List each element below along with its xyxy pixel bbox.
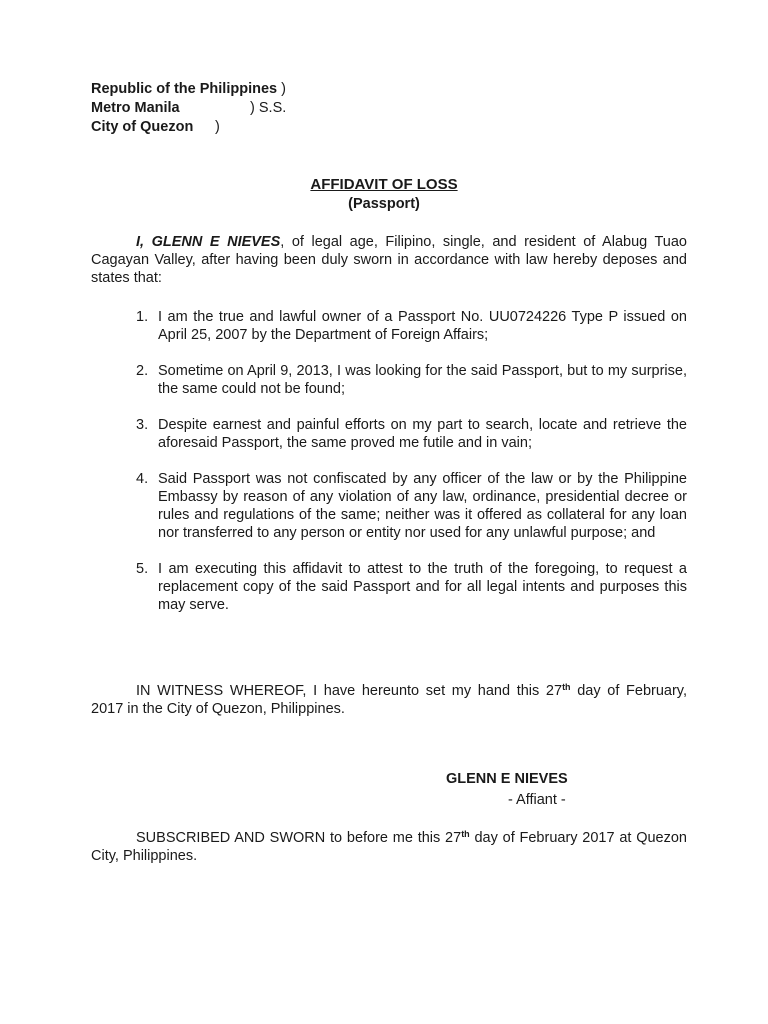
list-item-text: Said Passport was not confiscated by any officer of the law or by the Philippine Embassy by reason of any violation of any law, ordinance, presidential decree or rules and regulations of the same; neither was it offered as collateral for any loan nor transferred to any person or entity nor used for any unlawful purpose; and [158,471,687,541]
witness-text-start: IN WITNESS WHEREOF, I have hereunto set my hand this 27 [136,683,563,699]
list-item-number: 1. [136,309,149,325]
witness-text-end: day of February, 2017 in the City of Quezon, Philippines. [91,683,687,717]
subscribed-text-end: day of February 2017 at Quezon City, Philippines. [91,830,688,864]
witness-paragraph [91,682,687,718]
venue-metro-label: Metro Manila [91,100,180,116]
venue-line-republic [91,80,286,99]
witness-ordinal-suffix: th [562,682,571,692]
list-item-text: Despite earnest and painful efforts on my part to search, locate and retrieve the aforesaid Passport, the same proved me futile and in vain; [158,417,687,451]
subscribed-paragraph [91,829,687,865]
list-item-text: Sometime on April 9, 2013, I was looking for the said Passport, but to my surprise, the same could not be found; [158,363,687,397]
intro-paragraph [91,233,687,287]
venue-line-metro [91,99,286,118]
list-item-text: I am the true and lawful owner of a Passport No. UU0724226 Type P issued on April 25, 2007 by the Department of Foreign Affairs; [158,309,687,343]
list-item [136,362,687,398]
subscribed-text-start: SUBSCRIBED AND SWORN to before me this 27 [136,830,462,846]
subscribed-ordinal-suffix: th [461,829,470,839]
affiant-intro-name: I, GLENN E NIEVES [136,234,281,250]
list-item [136,470,687,542]
affiant-role: - Affiant - [508,792,566,808]
venue-city-label: City of Quezon [91,119,194,135]
list-item-number: 2. [136,363,149,379]
venue-republic-label: Republic of the Philippines [91,81,278,97]
venue-metro-paren: ) S.S. [250,100,287,116]
venue-republic-paren: ) [281,81,286,97]
title-block [0,176,768,213]
list-item [136,560,687,614]
venue-line-city [91,118,286,137]
venue-city-paren: ) [215,119,220,135]
document-title: AFFIDAVIT OF LOSS [310,176,458,193]
statement-list [136,308,687,632]
list-item [136,416,687,452]
affiant-name: GLENN E NIEVES [446,771,568,787]
list-item-number: 4. [136,471,149,487]
list-item-number: 5. [136,561,149,577]
list-item-number: 3. [136,417,149,433]
intro-text: , of legal age, Filipino, single, and resident of Alabug Tuao Cagayan Valley, after having been duly sworn in accordance with law hereby deposes and states that: [91,234,687,286]
list-item [136,308,687,344]
venue-block [91,80,286,137]
list-item-text: I am executing this affidavit to attest to the truth of the foregoing, to request a replacement copy of the said Passport and for all legal intents and purposes this may serve. [158,561,687,613]
document-subtitle: (Passport) [348,196,420,212]
